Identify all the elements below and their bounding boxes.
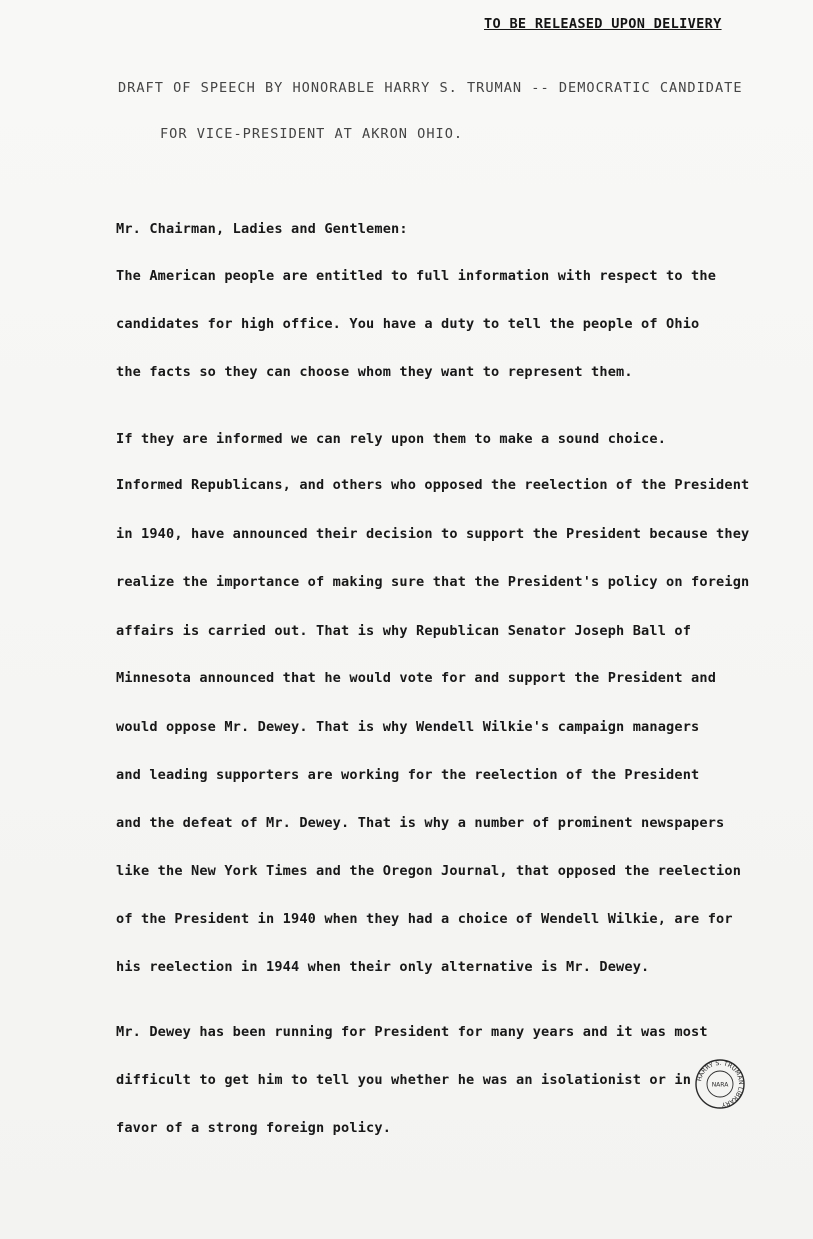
body-line: Mr. Dewey has been running for President for many years and it was most bbox=[116, 1024, 708, 1040]
body-line: candidates for high office. You have a duty to tell the people of Ohio bbox=[116, 316, 700, 332]
body-line: affairs is carried out. That is why Republican Senator Joseph Ball of bbox=[116, 623, 692, 639]
heading-line-2: FOR VICE-PRESIDENT AT AKRON OHIO. bbox=[160, 126, 464, 142]
library-stamp-icon bbox=[694, 1058, 746, 1110]
salutation: Mr. Chairman, Ladies and Gentlemen: bbox=[116, 221, 408, 237]
release-note: TO BE RELEASED UPON DELIVERY bbox=[484, 16, 722, 32]
body-line: would oppose Mr. Dewey. That is why Wendell Wilkie's campaign managers bbox=[116, 719, 700, 735]
body-line: his reelection in 1944 when their only alternative is Mr. Dewey. bbox=[116, 959, 650, 975]
body-line: and the defeat of Mr. Dewey. That is why a number of prominent newspapers bbox=[116, 815, 725, 831]
body-line: If they are informed we can rely upon them to make a sound choice. bbox=[116, 431, 667, 447]
body-line: of the President in 1940 when they had a choice of Wendell Wilkie, are for bbox=[116, 911, 733, 927]
body-line: Minnesota announced that he would vote for and support the President and bbox=[116, 670, 717, 686]
stamp-center-text: NARA bbox=[711, 1081, 729, 1089]
body-line: the facts so they can choose whom they want to represent them. bbox=[116, 364, 633, 380]
body-line: favor of a strong foreign policy. bbox=[116, 1120, 392, 1136]
body-line: in 1940, have announced their decision to support the President because they bbox=[116, 526, 750, 542]
body-line: and leading supporters are working for the reelection of the President bbox=[116, 767, 700, 783]
stamp-text: HARRY S. TRUMAN LIBRARY bbox=[696, 1059, 745, 1108]
heading-line-1: DRAFT OF SPEECH BY HONORABLE HARRY S. TRUMAN -- DEMOCRATIC CANDIDATE bbox=[118, 80, 743, 96]
body-line: The American people are entitled to full information with respect to the bbox=[116, 268, 717, 284]
body-line: realize the importance of making sure that the President's policy on foreign bbox=[116, 574, 750, 590]
body-line: difficult to get him to tell you whether he was an isolationist or in bbox=[116, 1072, 692, 1088]
body-line: like the New York Times and the Oregon Journal, that opposed the reelection bbox=[116, 863, 742, 879]
body-line: Informed Republicans, and others who opposed the reelection of the President bbox=[116, 477, 750, 493]
